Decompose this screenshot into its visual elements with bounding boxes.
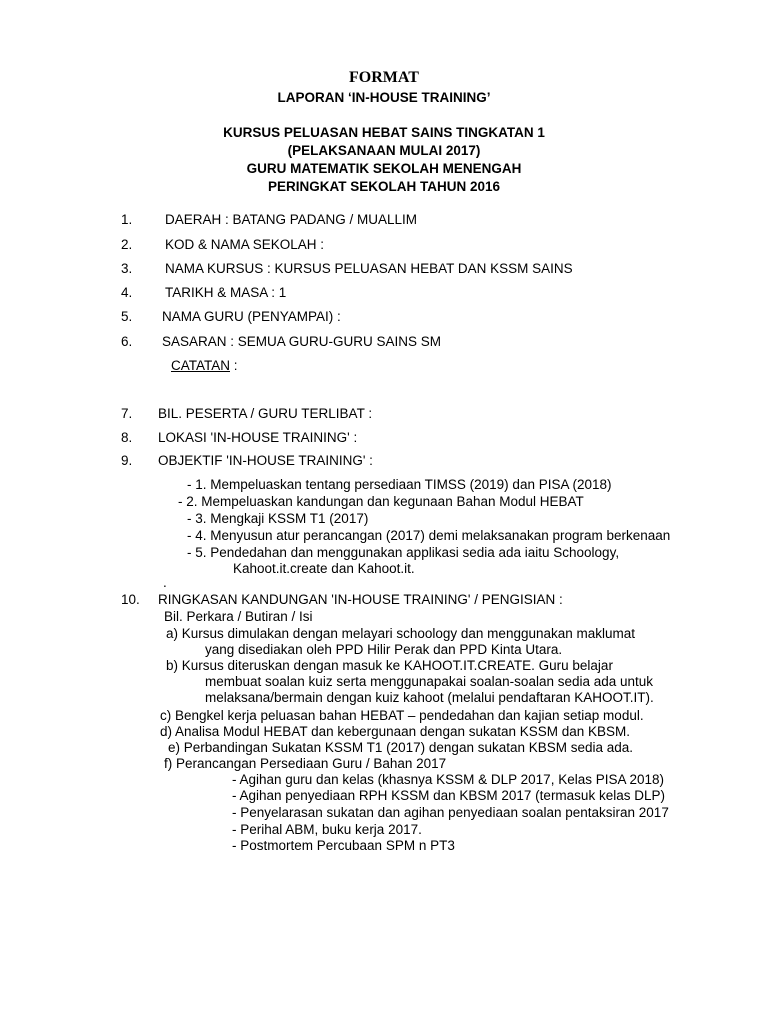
item-7-number: 7. bbox=[121, 406, 133, 421]
catatan-colon: : bbox=[230, 358, 238, 373]
objective-5: - 5. Pendedahan dan menggunakan applikasi sedia ada iaitu Schoology, bbox=[187, 545, 620, 560]
item-1-number: 1. bbox=[121, 212, 133, 227]
teacher-group-title: GURU MATEMATIK SEKOLAH MENENGAH bbox=[246, 161, 522, 176]
item-9-number: 9. bbox=[121, 453, 133, 468]
objective-3: - 3. Mengkaji KSSM T1 (2017) bbox=[187, 511, 369, 526]
objective-dot: . bbox=[163, 575, 167, 590]
content-a: a) Kursus dimulakan dengan melayari schoology dan menggunakan maklumat bbox=[166, 626, 636, 641]
item-7-text: BIL. PESERTA / GURU TERLIBAT : bbox=[158, 406, 373, 421]
item-5-number: 5. bbox=[121, 309, 133, 324]
content-f-item-3: - Penyelarasan sukatan dan agihan penyediaan soalan pentaksiran 2017 bbox=[232, 805, 669, 820]
content-f-item-1: - Agihan guru dan kelas (khasnya KSSM & DLP 2017, Kelas PISA 2018) bbox=[232, 772, 665, 787]
level-year-title: PERINGKAT SEKOLAH TAHUN 2016 bbox=[267, 179, 501, 194]
item-3-text: NAMA KURSUS : KURSUS PELUASAN HEBAT DAN KSSM SAINS bbox=[165, 261, 573, 276]
item-5-text: NAMA GURU (PENYAMPAI) : bbox=[162, 309, 341, 324]
content-b-continued-1: membuat soalan kuiz serta menggunapakai soalan-soalan sedia ada untuk bbox=[205, 674, 654, 689]
content-c: c) Bengkel kerja peluasan bahan HEBAT – pendedahan dan kajian setiap modul. bbox=[160, 708, 644, 723]
item-2-number: 2. bbox=[121, 237, 133, 252]
item-9-text: OBJEKTIF 'IN-HOUSE TRAINING' : bbox=[158, 453, 373, 468]
item-3-number: 3. bbox=[121, 261, 133, 276]
item-6-text: SASARAN : SEMUA GURU-GURU SAINS SM bbox=[162, 334, 442, 349]
item-6-number: 6. bbox=[121, 334, 133, 349]
content-d: d) Analisa Modul HEBAT dan kebergunaan dengan sukatan KSSM dan KBSM. bbox=[160, 724, 631, 739]
item-10-number: 10. bbox=[121, 592, 140, 607]
item-10-text: RINGKASAN KANDUNGAN 'IN-HOUSE TRAINING' / PENGISIAN : bbox=[158, 592, 563, 607]
bil-header: Bil. Perkara / Butiran / Isi bbox=[164, 609, 313, 624]
item-4-number: 4. bbox=[121, 285, 133, 300]
item-4-text: TARIKH & MASA : 1 bbox=[165, 285, 287, 300]
objective-5-continued: Kahoot.it.create dan Kahoot.it. bbox=[233, 561, 415, 576]
content-b: b) Kursus diteruskan dengan masuk ke KAHOOT.IT.CREATE. Guru belajar bbox=[166, 658, 613, 673]
content-f-item-4: - Perihal ABM, buku kerja 2017. bbox=[232, 822, 422, 837]
item-8-number: 8. bbox=[121, 430, 133, 445]
content-e: e) Perbandingan Sukatan KSSM T1 (2017) dengan sukatan KBSM sedia ada. bbox=[168, 740, 634, 755]
content-f-item-5: - Postmortem Percubaan SPM n PT3 bbox=[232, 838, 455, 853]
item-2-text: KOD & NAMA SEKOLAH : bbox=[165, 237, 325, 252]
content-a-continued: yang disediakan oleh PPD Hilir Perak dan PPD Kinta Utara. bbox=[205, 642, 563, 657]
course-subtitle: (PELAKSANAAN MULAI 2017) bbox=[287, 143, 481, 158]
catatan-label: CATATAN bbox=[171, 358, 230, 373]
objective-4: - 4. Menyusun atur perancangan (2017) demi melaksanakan program berkenaan bbox=[187, 528, 671, 543]
catatan-line bbox=[171, 358, 238, 375]
item-8-text: LOKASI 'IN-HOUSE TRAINING' : bbox=[158, 430, 358, 445]
course-title: KURSUS PELUASAN HEBAT SAINS TINGKATAN 1 bbox=[223, 125, 545, 140]
laporan-title: LAPORAN ‘IN-HOUSE TRAINING’ bbox=[277, 90, 491, 105]
content-f: f) Perancangan Persediaan Guru / Bahan 2017 bbox=[164, 756, 447, 771]
content-f-item-2: - Agihan penyediaan RPH KSSM dan KBSM 2017 (termasuk kelas DLP) bbox=[232, 788, 665, 803]
objective-2: - 2. Mempeluaskan kandungan dan kegunaan Bahan Modul HEBAT bbox=[178, 494, 584, 509]
item-1-text: DAERAH : BATANG PADANG / MUALLIM bbox=[165, 212, 418, 227]
format-heading: FORMAT bbox=[349, 69, 419, 86]
objective-1: - 1. Mempeluaskan tentang persediaan TIMSS (2019) dan PISA (2018) bbox=[187, 477, 612, 492]
content-b-continued-2: melaksana/bermain dengan kuiz kahoot (melalui pendaftaran KAHOOT.IT). bbox=[205, 690, 654, 705]
